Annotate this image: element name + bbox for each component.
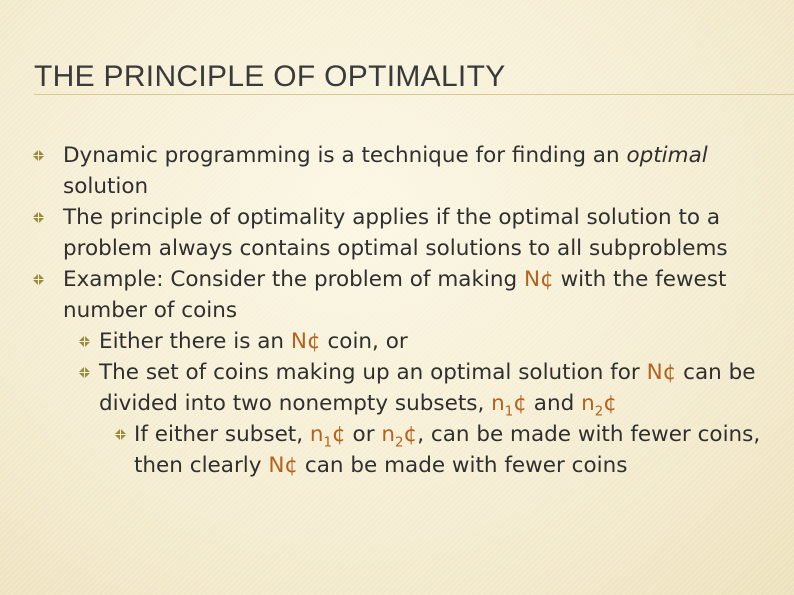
bullet-list bbox=[30, 140, 780, 481]
bullet-text: Example: Consider the problem of making bbox=[63, 267, 524, 292]
bullet-text: solution bbox=[63, 174, 149, 199]
bullet-text: The principle of optimality applies if the optimal solution to a problem always contains optimal solutions to all subproblems bbox=[63, 205, 728, 261]
n-cents-term: N¢ bbox=[524, 267, 554, 292]
n2-subscript: 2 bbox=[395, 435, 404, 451]
sub-bullet-item-either bbox=[30, 326, 780, 357]
n-cents-term: N¢ bbox=[646, 360, 677, 385]
n2-unit: ¢ bbox=[603, 391, 617, 416]
n1-unit: ¢ bbox=[513, 391, 527, 416]
bullet-text: or bbox=[345, 422, 382, 447]
n2-cents-term bbox=[581, 391, 617, 420]
bullet-text: with the fewest number of coins bbox=[63, 267, 727, 323]
diamond-bullet-icon bbox=[114, 428, 127, 441]
n1-cents-term bbox=[309, 422, 346, 451]
n2-base: n bbox=[381, 422, 396, 447]
n1-unit: ¢ bbox=[332, 422, 346, 447]
title-underline bbox=[34, 94, 794, 95]
diamond-bullet-icon bbox=[32, 273, 45, 286]
n2-unit: ¢ bbox=[403, 422, 418, 447]
sub-sub-bullet-item-if-either bbox=[30, 419, 780, 481]
bullet-text: The set of coins making up an optimal solution for bbox=[99, 360, 647, 385]
n2-subscript: 2 bbox=[594, 404, 604, 420]
bullet-text: If either subset, bbox=[134, 422, 310, 447]
emphasis-text: optimal bbox=[626, 143, 708, 168]
slide-title: THE PRINCIPLE OF OPTIMALITY bbox=[34, 60, 506, 93]
bullet-text: Either there is an bbox=[99, 329, 291, 354]
diamond-bullet-icon bbox=[78, 335, 91, 348]
n1-cents-term bbox=[491, 391, 527, 420]
n2-cents-term bbox=[381, 422, 418, 451]
diamond-bullet-icon bbox=[78, 366, 91, 379]
bullet-item-dynamic-programming bbox=[30, 140, 780, 202]
n1-subscript: 1 bbox=[323, 435, 333, 451]
bullet-text: , can be made with fewer coins, then clearly bbox=[134, 422, 761, 478]
bullet-item-principle bbox=[30, 202, 780, 264]
sub-bullet-item-set-of-coins bbox=[30, 357, 780, 419]
bullet-text: coin, or bbox=[320, 329, 408, 354]
n1-subscript: 1 bbox=[504, 404, 514, 420]
diamond-bullet-icon bbox=[32, 211, 45, 224]
bullet-text: and bbox=[526, 391, 582, 416]
diamond-bullet-icon bbox=[32, 149, 45, 162]
n1-base: n bbox=[309, 422, 324, 447]
bullet-text: can be made with fewer coins bbox=[298, 453, 628, 478]
n-cents-term: N¢ bbox=[290, 329, 321, 354]
bullet-item-example bbox=[30, 264, 780, 326]
n1-base: n bbox=[491, 391, 505, 416]
n-cents-term: N¢ bbox=[268, 453, 299, 478]
n2-base: n bbox=[581, 391, 595, 416]
bullet-text: can be divided into two nonempty subsets, bbox=[99, 360, 756, 416]
bullet-text: Dynamic programming is a technique for finding an bbox=[63, 143, 627, 168]
